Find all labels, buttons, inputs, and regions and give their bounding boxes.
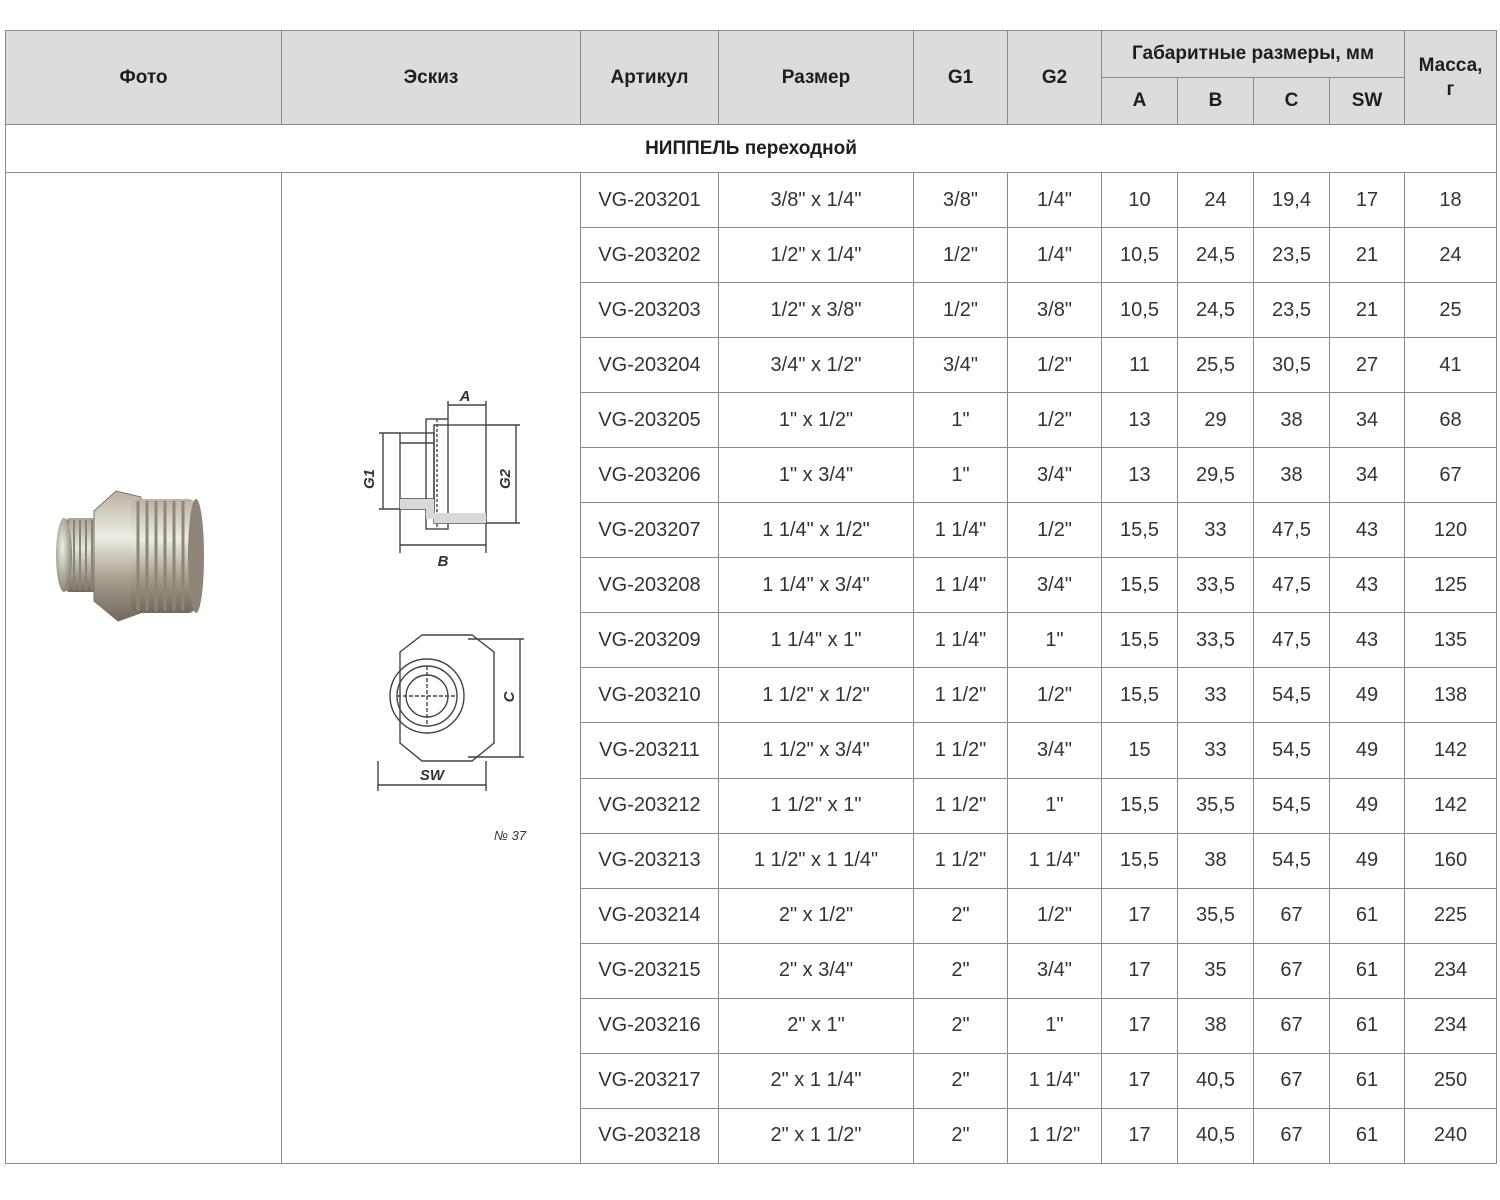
cell-g2: 1/2" bbox=[1008, 338, 1102, 393]
header-g2: G2 bbox=[1008, 31, 1102, 125]
cell-b: 35,5 bbox=[1178, 778, 1254, 833]
cell-g2: 1/2" bbox=[1008, 668, 1102, 723]
cell-g2: 1" bbox=[1008, 778, 1102, 833]
sketch-number: № 37 bbox=[493, 828, 527, 843]
cell-c: 67 bbox=[1254, 1108, 1330, 1163]
header-sw: SW bbox=[1330, 78, 1405, 125]
cell-sw: 34 bbox=[1330, 448, 1405, 503]
cell-mass: 68 bbox=[1405, 393, 1497, 448]
cell-g2: 3/8" bbox=[1008, 283, 1102, 338]
cell-b: 33 bbox=[1178, 668, 1254, 723]
cell-article: VG-203213 bbox=[581, 833, 719, 888]
cell-size: 1 1/4" x 1/2" bbox=[719, 503, 914, 558]
cell-sw: 49 bbox=[1330, 668, 1405, 723]
cell-c: 30,5 bbox=[1254, 338, 1330, 393]
cell-g1: 1 1/4" bbox=[914, 558, 1008, 613]
cell-article: VG-203203 bbox=[581, 283, 719, 338]
cell-b: 33,5 bbox=[1178, 558, 1254, 613]
cell-g1: 2" bbox=[914, 1108, 1008, 1163]
cell-sw: 43 bbox=[1330, 613, 1405, 668]
cell-c: 23,5 bbox=[1254, 228, 1330, 283]
cell-b: 40,5 bbox=[1178, 1108, 1254, 1163]
cell-c: 38 bbox=[1254, 448, 1330, 503]
cell-a: 15,5 bbox=[1102, 613, 1178, 668]
cell-a: 17 bbox=[1102, 1053, 1178, 1108]
cell-article: VG-203209 bbox=[581, 613, 719, 668]
cell-size: 2" x 1/2" bbox=[719, 888, 914, 943]
cell-size: 2" x 1" bbox=[719, 998, 914, 1053]
cell-g2: 1/2" bbox=[1008, 503, 1102, 558]
cell-size: 1 1/2" x 1/2" bbox=[719, 668, 914, 723]
cell-sw: 61 bbox=[1330, 1053, 1405, 1108]
cell-sw: 49 bbox=[1330, 723, 1405, 778]
cell-c: 67 bbox=[1254, 998, 1330, 1053]
cell-size: 1" x 1/2" bbox=[719, 393, 914, 448]
cell-mass: 225 bbox=[1405, 888, 1497, 943]
cell-sw: 61 bbox=[1330, 888, 1405, 943]
cell-size: 1/2" x 1/4" bbox=[719, 228, 914, 283]
cell-mass: 234 bbox=[1405, 998, 1497, 1053]
cell-a: 11 bbox=[1102, 338, 1178, 393]
cell-g2: 1" bbox=[1008, 613, 1102, 668]
cell-g1: 3/8" bbox=[914, 173, 1008, 228]
cell-b: 35 bbox=[1178, 943, 1254, 998]
cell-b: 38 bbox=[1178, 833, 1254, 888]
cell-sw: 43 bbox=[1330, 558, 1405, 613]
cell-g2: 1 1/4" bbox=[1008, 833, 1102, 888]
cell-sw: 21 bbox=[1330, 228, 1405, 283]
cell-size: 1 1/2" x 1" bbox=[719, 778, 914, 833]
cell-g2: 3/4" bbox=[1008, 943, 1102, 998]
sketch-label-g2: G2 bbox=[497, 468, 514, 490]
cell-g1: 2" bbox=[914, 998, 1008, 1053]
cell-mass: 138 bbox=[1405, 668, 1497, 723]
header-photo: Фото bbox=[6, 31, 282, 125]
cell-mass: 24 bbox=[1405, 228, 1497, 283]
cell-mass: 67 bbox=[1405, 448, 1497, 503]
cell-g2: 3/4" bbox=[1008, 723, 1102, 778]
cell-mass: 240 bbox=[1405, 1108, 1497, 1163]
cell-c: 47,5 bbox=[1254, 558, 1330, 613]
cell-g1: 3/4" bbox=[914, 338, 1008, 393]
cell-article: VG-203217 bbox=[581, 1053, 719, 1108]
cell-article: VG-203212 bbox=[581, 778, 719, 833]
cell-g1: 1/2" bbox=[914, 228, 1008, 283]
cell-b: 24,5 bbox=[1178, 228, 1254, 283]
cell-a: 15,5 bbox=[1102, 558, 1178, 613]
cell-b: 33 bbox=[1178, 723, 1254, 778]
cell-c: 23,5 bbox=[1254, 283, 1330, 338]
cell-sw: 17 bbox=[1330, 173, 1405, 228]
sketch-label-c: C bbox=[501, 691, 518, 703]
cell-a: 15,5 bbox=[1102, 503, 1178, 558]
cell-g2: 3/4" bbox=[1008, 558, 1102, 613]
cell-article: VG-203207 bbox=[581, 503, 719, 558]
cell-mass: 125 bbox=[1405, 558, 1497, 613]
cell-a: 17 bbox=[1102, 943, 1178, 998]
header-size: Размер bbox=[719, 31, 914, 125]
cell-sw: 34 bbox=[1330, 393, 1405, 448]
sketch-label-g1: G1 bbox=[361, 468, 378, 490]
header-mass-line1: Масса, bbox=[1418, 54, 1483, 76]
cell-size: 1 1/4" x 1" bbox=[719, 613, 914, 668]
header-article: Артикул bbox=[581, 31, 719, 125]
cell-sw: 61 bbox=[1330, 998, 1405, 1053]
cell-article: VG-203211 bbox=[581, 723, 719, 778]
cell-size: 1" x 3/4" bbox=[719, 448, 914, 503]
cell-article: VG-203215 bbox=[581, 943, 719, 998]
cell-c: 19,4 bbox=[1254, 173, 1330, 228]
cell-b: 35,5 bbox=[1178, 888, 1254, 943]
cell-size: 2" x 1 1/4" bbox=[719, 1053, 914, 1108]
section-title: НИППЕЛЬ переходной bbox=[6, 125, 1497, 173]
cell-article: VG-203210 bbox=[581, 668, 719, 723]
cell-g1: 1/2" bbox=[914, 283, 1008, 338]
cell-g1: 1" bbox=[914, 448, 1008, 503]
cell-a: 17 bbox=[1102, 888, 1178, 943]
cell-g2: 1/4" bbox=[1008, 228, 1102, 283]
cell-c: 54,5 bbox=[1254, 778, 1330, 833]
cell-a: 10,5 bbox=[1102, 283, 1178, 338]
nipple-technical-drawing-icon bbox=[282, 173, 580, 1157]
cell-sw: 21 bbox=[1330, 283, 1405, 338]
cell-g2: 1" bbox=[1008, 998, 1102, 1053]
cell-g1: 1" bbox=[914, 393, 1008, 448]
cell-c: 67 bbox=[1254, 1053, 1330, 1108]
cell-c: 38 bbox=[1254, 393, 1330, 448]
cell-mass: 160 bbox=[1405, 833, 1497, 888]
cell-sw: 49 bbox=[1330, 778, 1405, 833]
cell-a: 13 bbox=[1102, 393, 1178, 448]
cell-b: 29,5 bbox=[1178, 448, 1254, 503]
cell-a: 13 bbox=[1102, 448, 1178, 503]
table-row bbox=[6, 173, 1497, 228]
cell-g1: 1 1/2" bbox=[914, 723, 1008, 778]
cell-size: 2" x 1 1/2" bbox=[719, 1108, 914, 1163]
cell-mass: 135 bbox=[1405, 613, 1497, 668]
cell-g2: 1/2" bbox=[1008, 393, 1102, 448]
cell-g2: 1/2" bbox=[1008, 888, 1102, 943]
cell-article: VG-203204 bbox=[581, 338, 719, 393]
cell-g1: 2" bbox=[914, 888, 1008, 943]
cell-mass: 41 bbox=[1405, 338, 1497, 393]
cell-article: VG-203214 bbox=[581, 888, 719, 943]
header-mass-line2: г bbox=[1446, 78, 1455, 100]
cell-g1: 2" bbox=[914, 1053, 1008, 1108]
photo-cell bbox=[6, 173, 282, 1164]
cell-size: 3/8" x 1/4" bbox=[719, 173, 914, 228]
cell-g2: 3/4" bbox=[1008, 448, 1102, 503]
cell-size: 1 1/2" x 3/4" bbox=[719, 723, 914, 778]
cell-article: VG-203202 bbox=[581, 228, 719, 283]
cell-mass: 142 bbox=[1405, 723, 1497, 778]
sketch-label-a: A bbox=[459, 388, 471, 405]
cell-mass: 250 bbox=[1405, 1053, 1497, 1108]
cell-size: 1 1/4" x 3/4" bbox=[719, 558, 914, 613]
cell-b: 33,5 bbox=[1178, 613, 1254, 668]
cell-size: 1 1/2" x 1 1/4" bbox=[719, 833, 914, 888]
cell-c: 47,5 bbox=[1254, 613, 1330, 668]
cell-sw: 49 bbox=[1330, 833, 1405, 888]
cell-article: VG-203205 bbox=[581, 393, 719, 448]
cell-b: 24,5 bbox=[1178, 283, 1254, 338]
cell-mass: 18 bbox=[1405, 173, 1497, 228]
cell-b: 38 bbox=[1178, 998, 1254, 1053]
cell-g2: 1/4" bbox=[1008, 173, 1102, 228]
header-g1: G1 bbox=[914, 31, 1008, 125]
header-c: C bbox=[1254, 78, 1330, 125]
cell-sw: 61 bbox=[1330, 943, 1405, 998]
cell-a: 15,5 bbox=[1102, 668, 1178, 723]
cell-a: 17 bbox=[1102, 1108, 1178, 1163]
sketch-label-sw: SW bbox=[419, 767, 445, 784]
cell-g1: 1 1/2" bbox=[914, 668, 1008, 723]
cell-b: 40,5 bbox=[1178, 1053, 1254, 1108]
cell-a: 10 bbox=[1102, 173, 1178, 228]
product-table bbox=[5, 30, 1497, 1164]
sketch-cell bbox=[282, 173, 581, 1164]
cell-b: 33 bbox=[1178, 503, 1254, 558]
cell-article: VG-203216 bbox=[581, 998, 719, 1053]
cell-g1: 1 1/4" bbox=[914, 503, 1008, 558]
cell-article: VG-203208 bbox=[581, 558, 719, 613]
sketch-label-b: B bbox=[437, 553, 449, 570]
cell-article: VG-203206 bbox=[581, 448, 719, 503]
cell-mass: 120 bbox=[1405, 503, 1497, 558]
cell-b: 25,5 bbox=[1178, 338, 1254, 393]
header-mass bbox=[1405, 31, 1497, 125]
cell-c: 54,5 bbox=[1254, 723, 1330, 778]
cell-sw: 43 bbox=[1330, 503, 1405, 558]
cell-c: 67 bbox=[1254, 943, 1330, 998]
cell-sw: 61 bbox=[1330, 1108, 1405, 1163]
cell-a: 17 bbox=[1102, 998, 1178, 1053]
header-b: B bbox=[1178, 78, 1254, 125]
cell-c: 67 bbox=[1254, 888, 1330, 943]
header-a: A bbox=[1102, 78, 1178, 125]
cell-c: 54,5 bbox=[1254, 668, 1330, 723]
cell-a: 15 bbox=[1102, 723, 1178, 778]
cell-article: VG-203201 bbox=[581, 173, 719, 228]
cell-article: VG-203218 bbox=[581, 1108, 719, 1163]
cell-a: 15,5 bbox=[1102, 833, 1178, 888]
cell-g1: 2" bbox=[914, 943, 1008, 998]
cell-g2: 1 1/4" bbox=[1008, 1053, 1102, 1108]
cell-g1: 1 1/2" bbox=[914, 778, 1008, 833]
cell-a: 10,5 bbox=[1102, 228, 1178, 283]
header-sketch: Эскиз bbox=[282, 31, 581, 125]
brass-nipple-photo-icon bbox=[6, 173, 281, 1157]
cell-mass: 234 bbox=[1405, 943, 1497, 998]
cell-c: 54,5 bbox=[1254, 833, 1330, 888]
cell-g2: 1 1/2" bbox=[1008, 1108, 1102, 1163]
cell-size: 2" x 3/4" bbox=[719, 943, 914, 998]
cell-g1: 1 1/2" bbox=[914, 833, 1008, 888]
cell-a: 15,5 bbox=[1102, 778, 1178, 833]
cell-g1: 1 1/4" bbox=[914, 613, 1008, 668]
cell-size: 3/4" x 1/2" bbox=[719, 338, 914, 393]
cell-b: 29 bbox=[1178, 393, 1254, 448]
cell-mass: 25 bbox=[1405, 283, 1497, 338]
header-dimensions: Габаритные размеры, мм bbox=[1102, 31, 1405, 78]
cell-c: 47,5 bbox=[1254, 503, 1330, 558]
cell-mass: 142 bbox=[1405, 778, 1497, 833]
cell-b: 24 bbox=[1178, 173, 1254, 228]
cell-sw: 27 bbox=[1330, 338, 1405, 393]
cell-size: 1/2" x 3/8" bbox=[719, 283, 914, 338]
